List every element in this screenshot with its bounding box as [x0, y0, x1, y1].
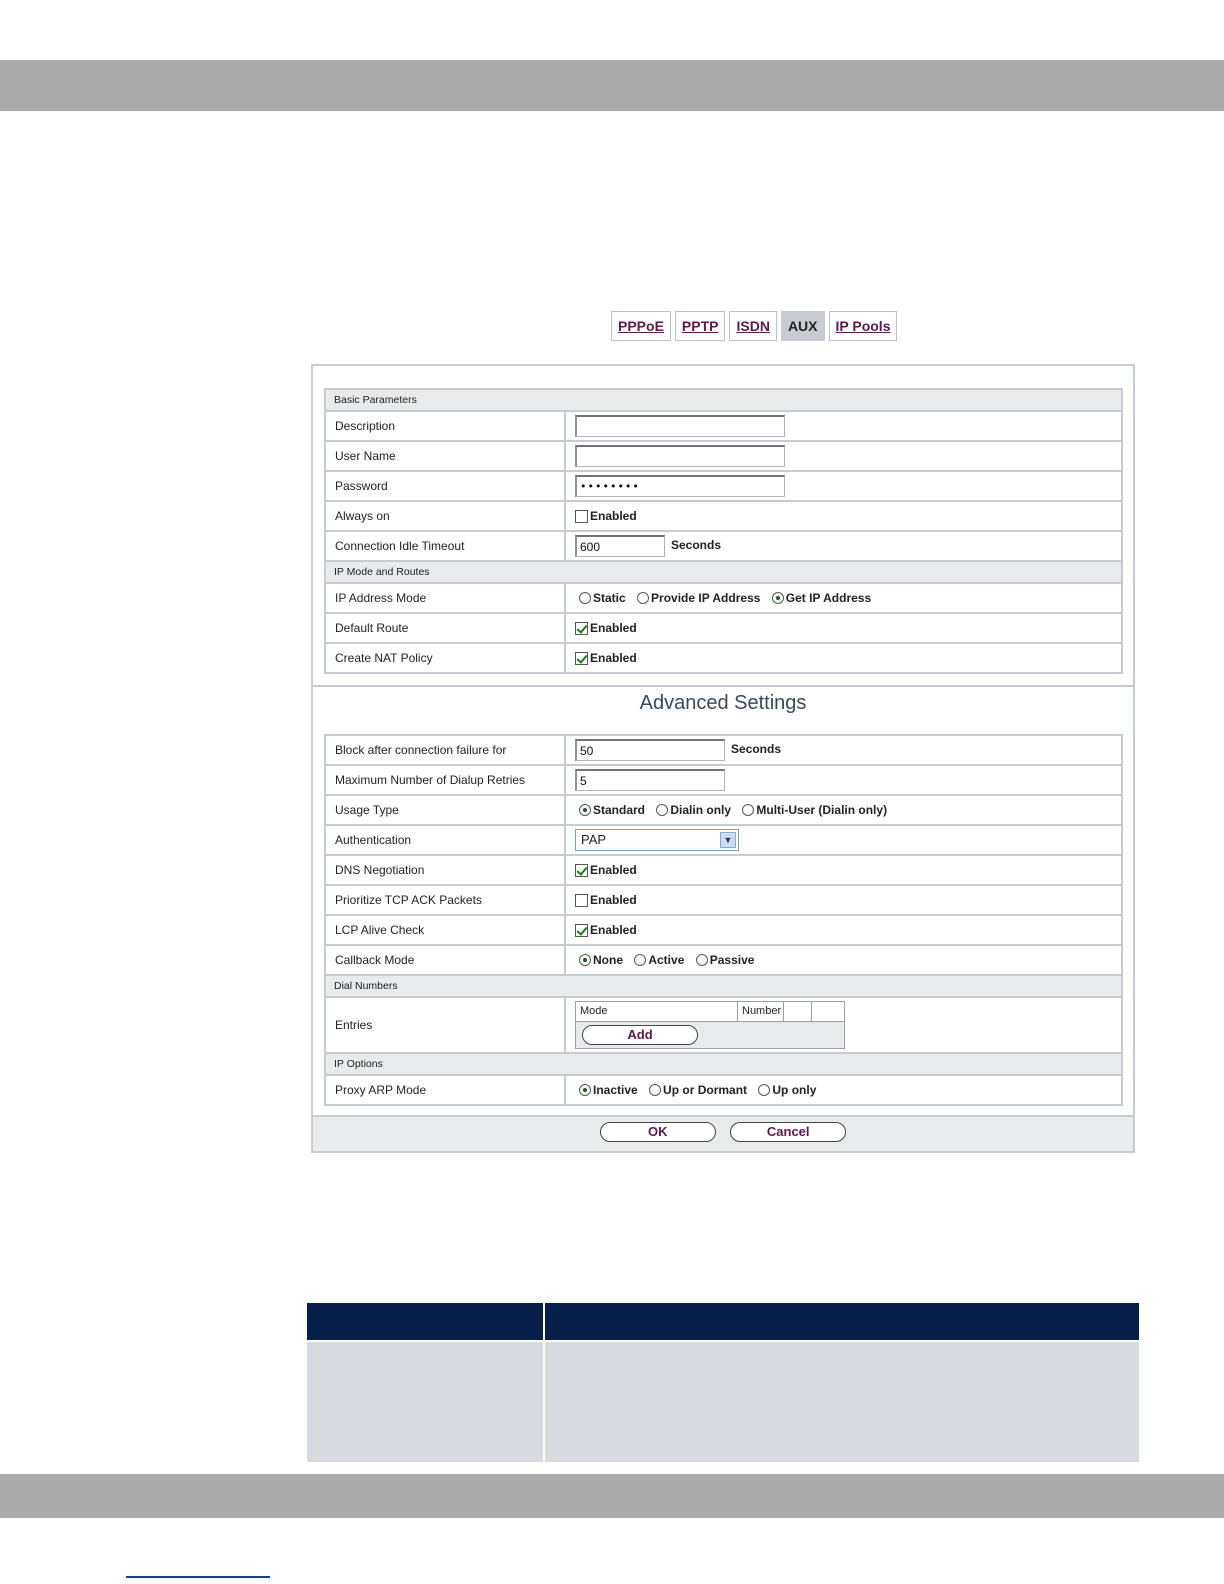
- advanced-settings-title[interactable]: Advanced Settings: [639, 692, 807, 714]
- max-retries-input[interactable]: 5: [575, 769, 725, 791]
- proxy-arp-label: Proxy ARP Mode: [325, 1075, 565, 1105]
- callback-active-label: Active: [648, 953, 685, 968]
- proxy-arp-uponly-label: Up only: [772, 1083, 817, 1098]
- tab-aux[interactable]: AUX: [781, 311, 825, 341]
- callback-none-radio[interactable]: [579, 954, 591, 966]
- column-number: Number: [738, 1002, 784, 1021]
- authentication-select[interactable]: [575, 829, 739, 851]
- form-button-bar: [313, 1115, 1133, 1151]
- config-form-panel: [311, 364, 1135, 1153]
- tab-bar: [611, 311, 897, 341]
- usage-dialin-radio[interactable]: [656, 804, 668, 816]
- tcp-ack-label: Prioritize TCP ACK Packets: [325, 885, 565, 915]
- tcp-ack-checkbox[interactable]: [575, 894, 588, 907]
- dns-negotiation-label: DNS Negotiation: [325, 855, 565, 885]
- dns-negotiation-option: Enabled: [590, 863, 637, 878]
- lcp-alive-label: LCP Alive Check: [325, 915, 565, 945]
- section-ip-options: IP Options: [325, 1053, 1122, 1075]
- description-input[interactable]: [575, 415, 785, 437]
- tab-pptp[interactable]: PPTP: [675, 311, 726, 341]
- section-dial-numbers: Dial Numbers: [325, 975, 1122, 997]
- default-route-option: Enabled: [590, 621, 637, 636]
- password-input[interactable]: ••••••••: [575, 475, 785, 497]
- column-mode: Mode: [576, 1002, 738, 1021]
- page-footer-band: [0, 1474, 1224, 1518]
- section-ip-mode: IP Mode and Routes: [325, 561, 1122, 583]
- block-after-failure-input[interactable]: 50: [575, 739, 725, 761]
- column-blank-2: [812, 1002, 842, 1021]
- ip-mode-provide-label: Provide IP Address: [651, 591, 761, 606]
- idle-timeout-unit: Seconds: [671, 538, 722, 553]
- usage-standard-radio[interactable]: [579, 804, 591, 816]
- page-header-band: [0, 60, 1224, 111]
- cancel-button[interactable]: Cancel: [730, 1122, 846, 1142]
- nat-policy-label: Create NAT Policy: [325, 643, 565, 673]
- usage-standard-label: Standard: [593, 803, 646, 818]
- ip-mode-provide-radio[interactable]: [637, 592, 649, 604]
- callback-passive-label: Passive: [709, 953, 755, 968]
- password-label: Password: [325, 471, 565, 501]
- authentication-label: Authentication: [325, 825, 565, 855]
- user-name-label: User Name: [325, 441, 565, 471]
- callback-none-label: None: [593, 953, 623, 968]
- default-route-checkbox[interactable]: [575, 622, 588, 635]
- authentication-value: PAP: [581, 832, 607, 847]
- ip-mode-static-label: Static: [593, 591, 626, 606]
- lcp-alive-option: Enabled: [590, 923, 637, 938]
- usage-multiuser-label: Multi-User (Dialin only): [756, 803, 888, 818]
- ip-mode-get-label: Get IP Address: [785, 591, 872, 606]
- tab-pppoe[interactable]: PPPoE: [611, 311, 671, 341]
- advanced-divider: [313, 685, 1133, 687]
- table-header-field: [307, 1303, 544, 1341]
- section-basic-parameters: Basic Parameters: [325, 389, 1122, 411]
- usage-multiuser-radio[interactable]: [742, 804, 754, 816]
- always-on-label: Always on: [325, 501, 565, 531]
- callback-passive-radio[interactable]: [696, 954, 708, 966]
- idle-timeout-label: Connection Idle Timeout: [325, 531, 565, 561]
- chevron-down-icon[interactable]: ▼: [720, 832, 736, 848]
- callback-active-radio[interactable]: [634, 954, 646, 966]
- always-on-checkbox[interactable]: [575, 510, 588, 523]
- basic-settings-table: [324, 388, 1123, 674]
- description-label: Description: [325, 411, 565, 441]
- proxy-arp-inactive-label: Inactive: [593, 1083, 638, 1098]
- user-name-input[interactable]: [575, 445, 785, 467]
- footer-rule: [126, 1576, 270, 1578]
- idle-timeout-input[interactable]: 600: [575, 535, 665, 557]
- ip-mode-static-radio[interactable]: [579, 592, 591, 604]
- nat-policy-checkbox[interactable]: [575, 652, 588, 665]
- tab-isdn[interactable]: ISDN: [729, 311, 776, 341]
- table-header-meaning: [544, 1303, 1139, 1341]
- tcp-ack-option: Enabled: [590, 893, 637, 908]
- nat-policy-option: Enabled: [590, 651, 637, 666]
- default-route-label: Default Route: [325, 613, 565, 643]
- field-description-table: [307, 1303, 1139, 1462]
- table-cell-meaning: [544, 1341, 1139, 1462]
- dial-numbers-list: [575, 1001, 845, 1049]
- table-cell-field: [307, 1341, 544, 1462]
- dns-negotiation-checkbox[interactable]: [575, 864, 588, 877]
- ip-mode-get-radio[interactable]: [772, 592, 784, 604]
- proxy-arp-dormant-radio[interactable]: [649, 1084, 661, 1096]
- block-after-failure-label: Block after connection failure for: [325, 735, 565, 765]
- always-on-option: Enabled: [590, 509, 637, 524]
- table-row: [307, 1341, 1139, 1462]
- ip-address-mode-label: IP Address Mode: [325, 583, 565, 613]
- tab-ip-pools[interactable]: IP Pools: [829, 311, 898, 341]
- advanced-settings-table: [324, 734, 1123, 1106]
- lcp-alive-checkbox[interactable]: [575, 924, 588, 937]
- proxy-arp-inactive-radio[interactable]: [579, 1084, 591, 1096]
- ok-button[interactable]: OK: [600, 1122, 716, 1142]
- usage-dialin-label: Dialin only: [670, 803, 732, 818]
- entries-label: Entries: [325, 997, 565, 1053]
- proxy-arp-uponly-radio[interactable]: [758, 1084, 770, 1096]
- max-retries-label: Maximum Number of Dialup Retries: [325, 765, 565, 795]
- usage-type-label: Usage Type: [325, 795, 565, 825]
- block-after-failure-unit: Seconds: [731, 742, 782, 757]
- add-entry-button[interactable]: Add: [582, 1025, 698, 1045]
- column-blank-1: [784, 1002, 812, 1021]
- proxy-arp-dormant-label: Up or Dormant: [663, 1083, 748, 1098]
- callback-mode-label: Callback Mode: [325, 945, 565, 975]
